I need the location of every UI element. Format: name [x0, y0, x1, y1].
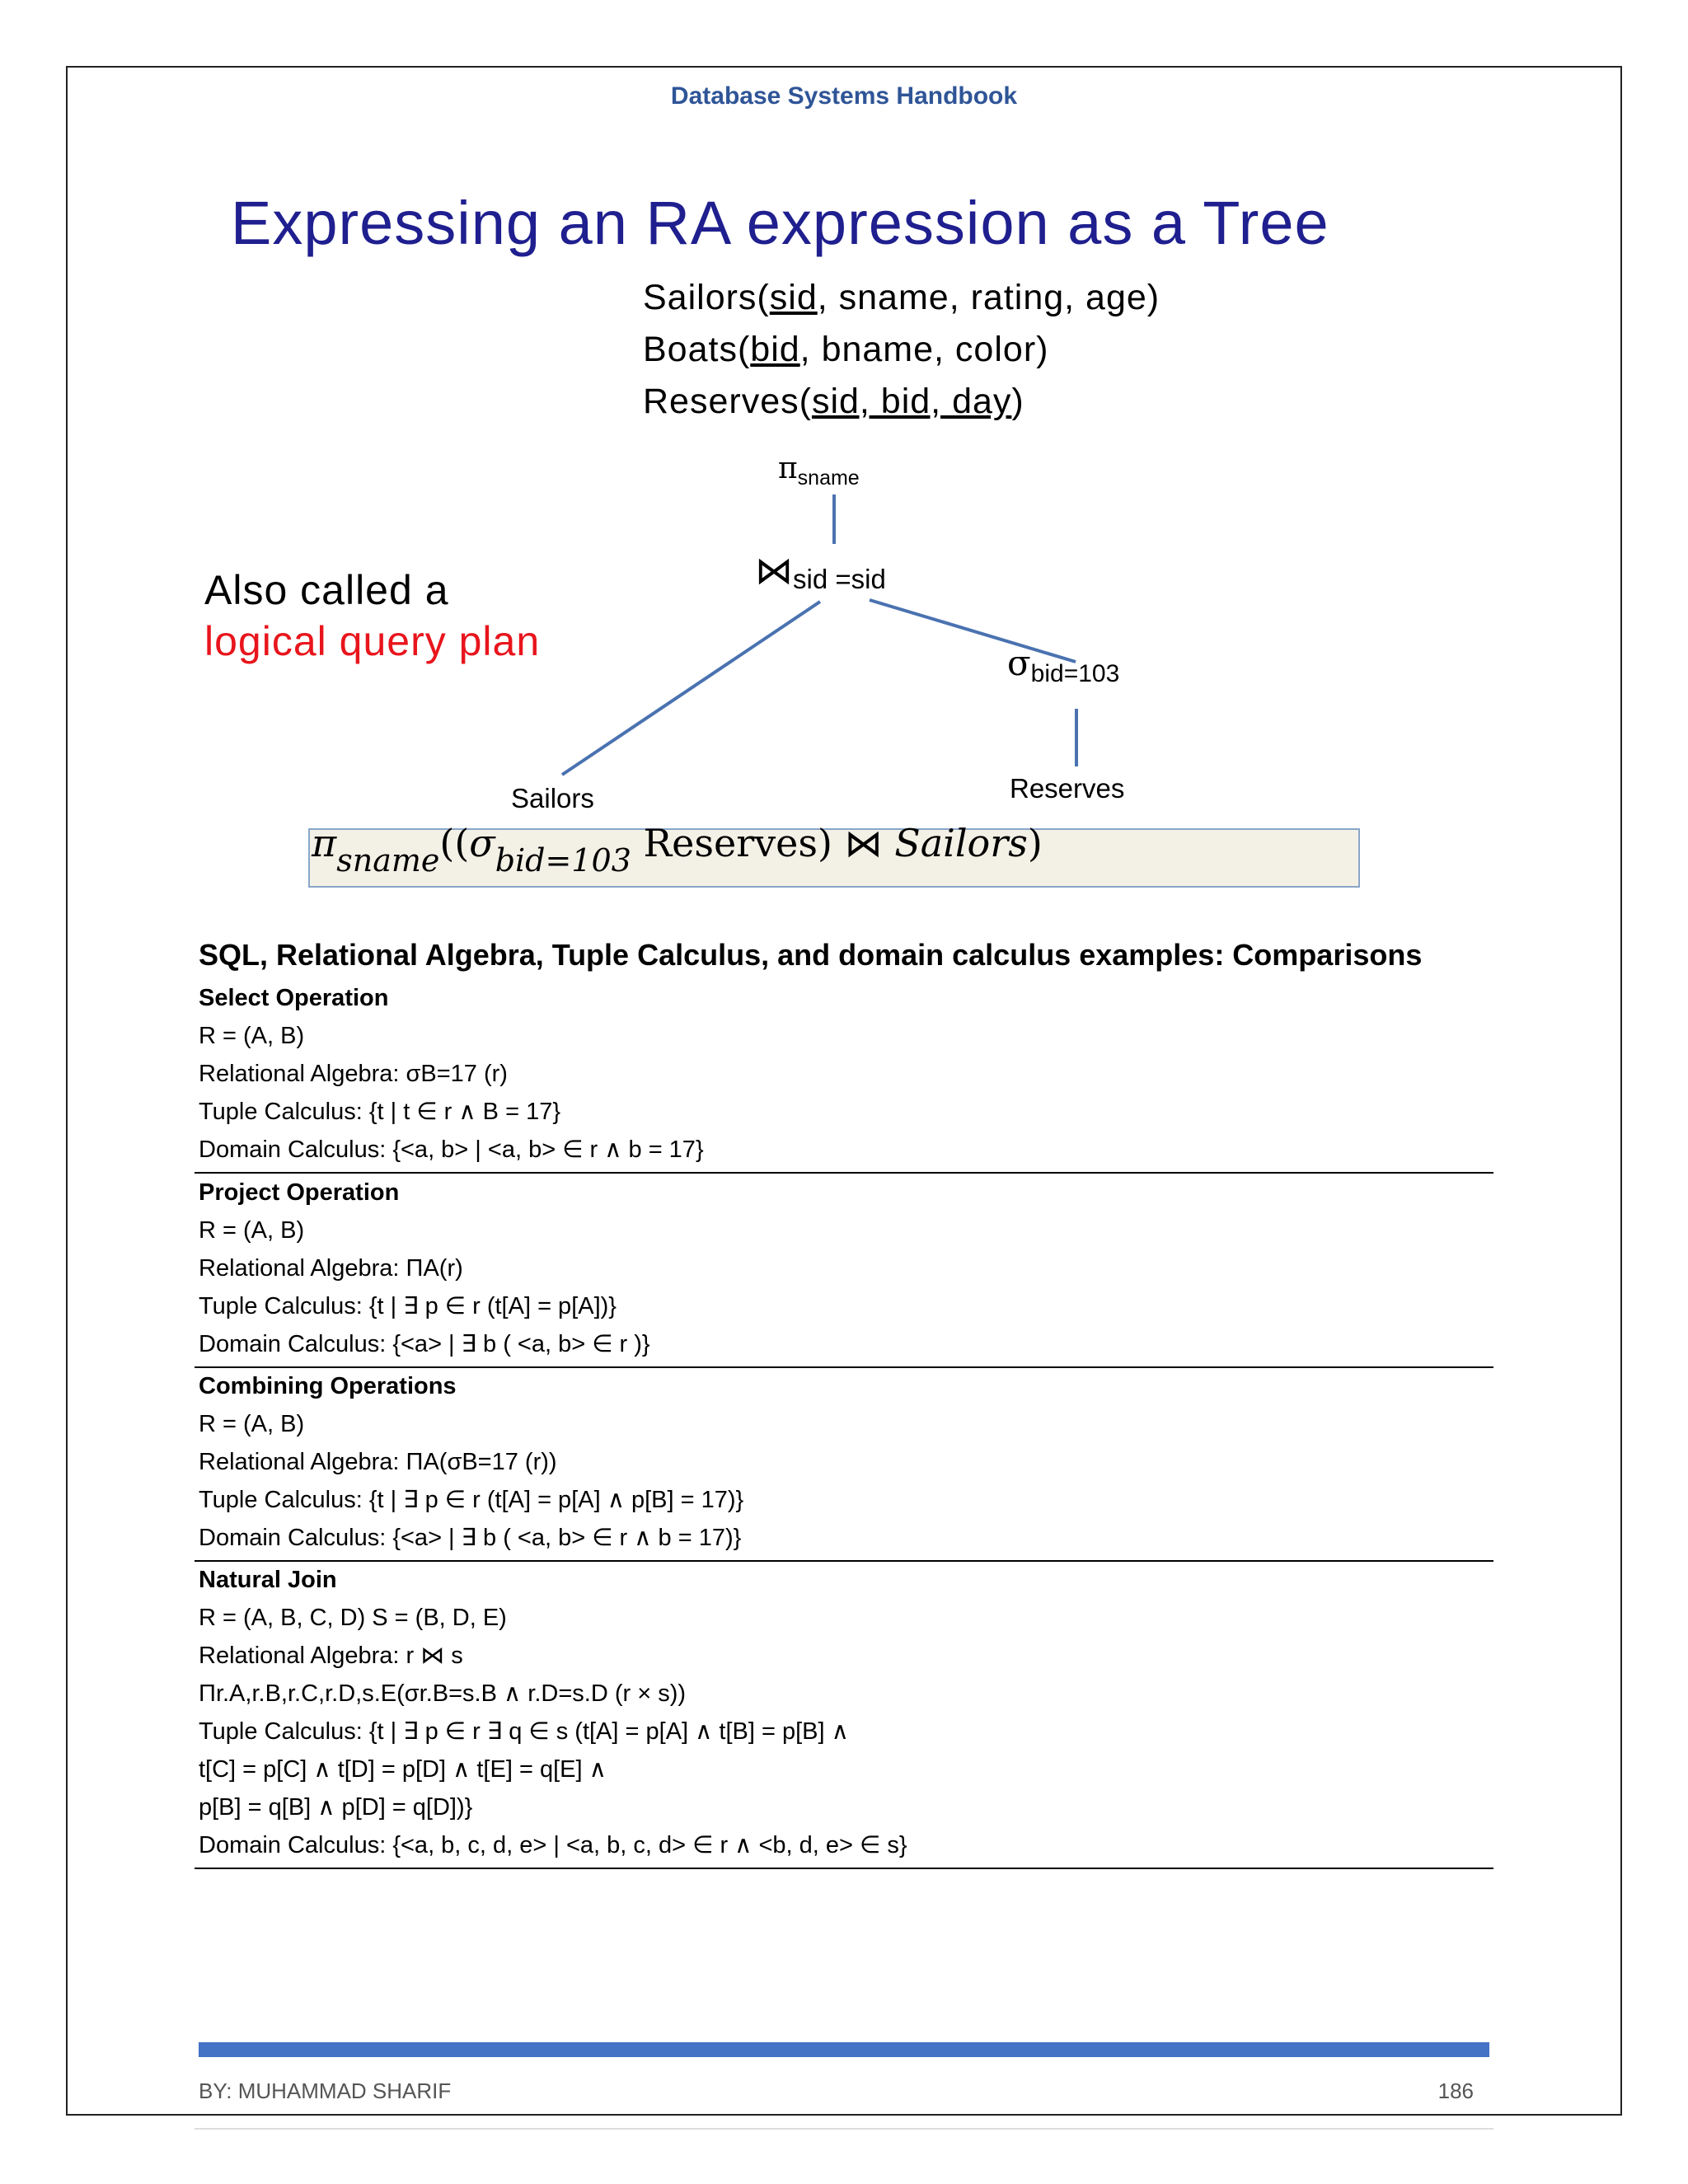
block-title: Combining Operations	[199, 1373, 457, 1399]
block-line: R = (A, B, C, D) S = (B, D, E)	[199, 1605, 507, 1631]
running-header: Database Systems Handbook	[670, 82, 1018, 110]
block-line: R = (A, B)	[199, 1023, 305, 1049]
block-line: Relational Algebra: ΠA(r)	[199, 1255, 463, 1282]
block-line: Tuple Calculus: {t | ∃ p ∈ r (t[A] = p[A])}	[199, 1293, 617, 1319]
join-subscript: sid =sid	[793, 564, 886, 594]
block-line: Tuple Calculus: {t | ∃ p ∈ r ∃ q ∈ s (t[A] = p[A] ∧ t[B] = p[B] ∧	[199, 1718, 849, 1745]
tree-node-select	[1007, 643, 1119, 688]
block-line: Πr.A,r.B,r.C,r.D,s.E(σr.B=s.B ∧ r.D=s.D (r × s))	[199, 1680, 687, 1707]
block-line: Relational Algebra: σB=17 (r)	[199, 1061, 508, 1087]
callout-line-2: logical query plan	[204, 618, 541, 664]
tree-node-project	[778, 452, 860, 490]
block-line: Relational Algebra: r ⋈ s	[199, 1643, 463, 1669]
block-line: Tuple Calculus: {t | t ∈ r ∧ B = 17}	[199, 1099, 561, 1125]
footer-bar	[199, 2042, 1489, 2057]
block-line: Tuple Calculus: {t | ∃ p ∈ r (t[A] = p[A] ∧ p[B] = 17)}	[199, 1487, 744, 1513]
block-line: Domain Calculus: {<a> | ∃ b ( <a, b> ∈ r ∧ b = 17)}	[199, 1525, 742, 1551]
block-title: Natural Join	[199, 1567, 337, 1593]
block-natural-join	[195, 1561, 1493, 1869]
block-line: R = (A, B)	[199, 1217, 305, 1244]
slide-title: Expressing an RA expression as a Tree	[231, 189, 1329, 257]
formula-close: )	[1027, 821, 1043, 865]
schema-key: bid	[750, 330, 800, 369]
page-number: 186	[1437, 2079, 1474, 2103]
block-line: Domain Calculus: {<a, b> | <a, b> ∈ r ∧ b = 17}	[199, 1137, 704, 1163]
block-select-operation	[195, 979, 1493, 1174]
sigma-symbol: σ	[1007, 643, 1031, 683]
block-line: Domain Calculus: {<a, b, c, d, e> | <a, b, c, d> ∈ r ∧ <b, d, e> ∈ s}	[199, 1832, 907, 1858]
schema-attributes: , bname, color)	[799, 330, 1049, 369]
block-divider	[195, 1868, 1493, 1869]
block-title: Select Operation	[199, 985, 389, 1011]
section-title: SQL, Relational Algebra, Tuple Calculus, and domain calculus examples: Comparisons	[199, 938, 1423, 972]
schema-relation-name: Sailors(	[643, 278, 770, 317]
schema-attributes: )	[1011, 382, 1025, 421]
tree-leaf-sailors: Sailors	[511, 783, 594, 813]
formula-pi: π	[312, 821, 337, 865]
tree-node-join	[755, 548, 886, 595]
schema-relation-name: Boats(	[643, 330, 751, 369]
select-subscript: bid=103	[1030, 660, 1120, 687]
formula-sailors: Sailors	[882, 821, 1028, 865]
block-line: Relational Algebra: ΠA(σB=17 (r))	[199, 1449, 557, 1475]
callout-line-1: Also called a	[204, 567, 449, 613]
block-project-operation	[195, 1174, 1493, 1368]
block-line: R = (A, B)	[199, 1411, 305, 1437]
tree-leaf-reserves: Reserves	[1010, 773, 1125, 804]
schema-key: sid, bid, day	[811, 382, 1012, 421]
formula-open: ((	[439, 821, 470, 865]
join-symbol: ⋈	[755, 548, 793, 593]
formula-reserves: Reserves)	[631, 821, 845, 865]
bottom-rule	[195, 2128, 1493, 2130]
formula-sigma: σ	[469, 821, 495, 865]
block-title: Project Operation	[199, 1179, 400, 1206]
edge-join-sailors	[562, 602, 820, 775]
footer-author: BY: MUHAMMAD SHARIF	[199, 2079, 452, 2103]
formula-join: ⋈	[844, 821, 883, 865]
schema-relation-name: Reserves(	[643, 382, 812, 421]
project-subscript: sname	[797, 466, 860, 490]
formula-sigma-sub: bid=103	[495, 842, 631, 879]
block-line: t[C] = p[C] ∧ t[D] = p[D] ∧ t[E] = q[E] ∧	[199, 1756, 607, 1783]
pi-symbol: π	[778, 452, 798, 485]
block-line: Domain Calculus: {<a> | ∃ b ( <a, b> ∈ r )}	[199, 1331, 650, 1357]
schema-key: sid	[769, 278, 818, 317]
ra-formula	[312, 821, 1043, 879]
block-line: p[B] = q[B] ∧ p[D] = q[D])}	[199, 1794, 473, 1821]
query-tree-edges	[0, 0, 1688, 824]
schema-attributes: , sname, rating, age)	[817, 278, 1160, 317]
formula-pi-sub: sname	[336, 842, 440, 879]
block-combining-operations	[195, 1367, 1493, 1562]
